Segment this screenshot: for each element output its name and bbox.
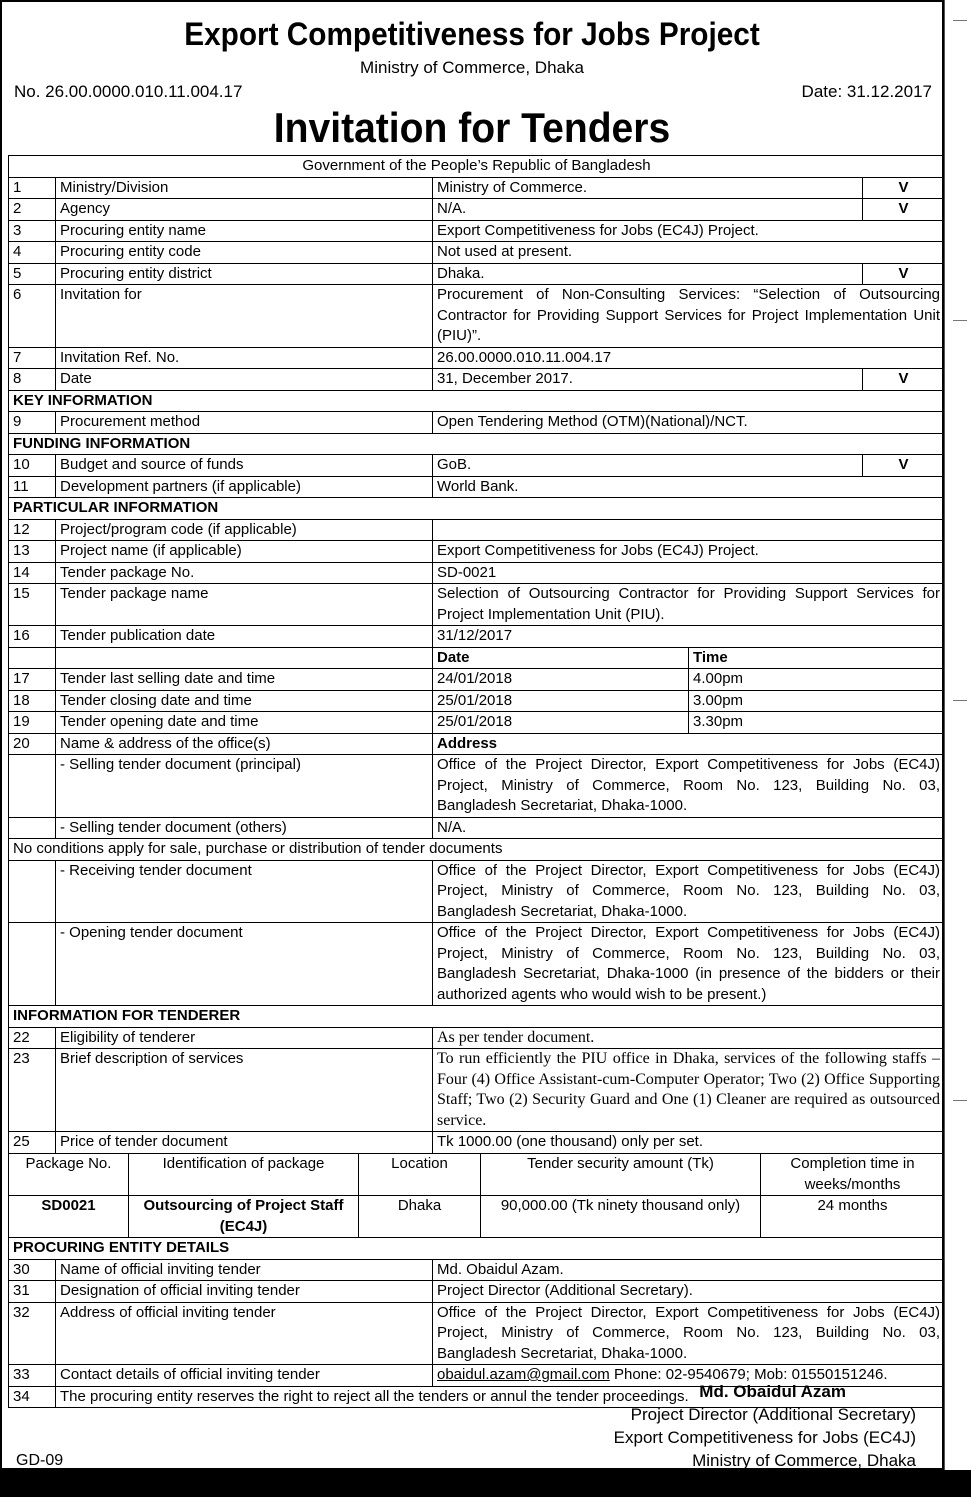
- row-date: 25/01/2018: [433, 712, 689, 734]
- table-row: [9, 285, 945, 348]
- contact-phones: Phone: 02-9540679; Mob: 01550151246.: [609, 1366, 888, 1383]
- cell-package-no: SD0021: [9, 1196, 129, 1238]
- footer-code: GD-09: [16, 1452, 64, 1469]
- row-value: [433, 519, 945, 541]
- signatory-project: Export Competitiveness for Jobs (EC4J): [613, 1428, 916, 1447]
- row-label: Designation of official inviting tender: [56, 1281, 433, 1303]
- row-label: Name of official inviting tender: [56, 1259, 433, 1281]
- row-number: 8: [9, 369, 56, 391]
- table-row: [9, 156, 945, 178]
- row-label: Tender package No.: [56, 562, 433, 584]
- row-number: 9: [9, 412, 56, 434]
- cell-identification: Outsourcing of Project Staff (EC4J): [129, 1196, 359, 1238]
- address-column-header: Address: [433, 733, 945, 755]
- row-value: Project Director (Additional Secretary).: [433, 1281, 945, 1303]
- row-label: Procuring entity district: [56, 263, 433, 285]
- table-row: [9, 923, 945, 1006]
- row-flag: V: [863, 455, 945, 477]
- row-label: Price of tender document: [56, 1132, 433, 1154]
- row-time: 3.00pm: [689, 690, 945, 712]
- row-label: Project/program code (if applicable): [56, 519, 433, 541]
- row-value: 31/12/2017: [433, 626, 945, 648]
- table-row: [9, 562, 945, 584]
- header-identification: Identification of package: [129, 1154, 359, 1196]
- row-number: 17: [9, 669, 56, 691]
- government-header: Government of the People’s Republic of Bangladesh: [9, 156, 945, 178]
- reservation-statement: The procuring entity reserves the right to reject all the tenders or annul the tender proceedings.: [56, 1386, 945, 1408]
- row-value: As per tender document.: [433, 1027, 945, 1049]
- header-package-no: Package No.: [9, 1154, 129, 1196]
- section-particular-information: PARTICULAR INFORMATION: [9, 498, 945, 520]
- section-information-for-tenderer: INFORMATION FOR TENDERER: [9, 1006, 945, 1028]
- scan-edge-mark: [953, 20, 967, 21]
- row-value: Dhaka.: [433, 263, 863, 285]
- row-value: Office of the Project Director, Export Competitiveness for Jobs (EC4J) Project, Ministry of Commerce, Room No. 123, Building No. 03, Bangladesh Secretariat, Dhaka-1000.: [433, 860, 945, 923]
- row-flag: V: [863, 199, 945, 221]
- section-row: [9, 433, 945, 455]
- row-number: 30: [9, 1259, 56, 1281]
- row-number: 14: [9, 562, 56, 584]
- row-label: Tender opening date and time: [56, 712, 433, 734]
- header-completion-time: Completion time in weeks/months: [761, 1154, 945, 1196]
- row-number: 11: [9, 476, 56, 498]
- scan-edge-mark: [953, 320, 967, 321]
- row-number: 15: [9, 584, 56, 626]
- row-value: Selection of Outsourcing Contractor for Providing Support Services for Project Implementation Unit (PIU).: [433, 584, 945, 626]
- time-column-header: Time: [689, 647, 945, 669]
- table-row: [9, 733, 945, 755]
- date-column-header: Date: [433, 647, 689, 669]
- table-row: [9, 220, 945, 242]
- table-row: [9, 519, 945, 541]
- row-label: Address of official inviting tender: [56, 1302, 433, 1365]
- row-value: Office of the Project Director, Export Competitiveness for Jobs (EC4J) Project, Ministry of Commerce, Room No. 123, Building No. 03, Bangladesh Secretariat, Dhaka-1000.: [433, 755, 945, 818]
- table-row: [9, 1027, 945, 1049]
- table-row: [9, 242, 945, 264]
- contact-email-link[interactable]: obaidul.azam@gmail.com: [437, 1366, 610, 1383]
- row-label: Procuring entity name: [56, 220, 433, 242]
- row-value: Office of the Project Director, Export Competitiveness for Jobs (EC4J) Project, Ministry of Commerce, Room No. 123, Building No. 03, Bangladesh Secretariat, Dhaka-1000 (in presence of the bidders or their authorized agents who would wish to be present.): [433, 923, 945, 1006]
- row-label: Procuring entity code: [56, 242, 433, 264]
- table-row: [9, 817, 945, 839]
- no-conditions-note: No conditions apply for sale, purchase or distribution of tender documents: [9, 839, 945, 861]
- row-number: 10: [9, 455, 56, 477]
- section-row: [9, 1006, 945, 1028]
- row-number: 23: [9, 1049, 56, 1132]
- row-number: 3: [9, 220, 56, 242]
- row-value: N/A.: [433, 817, 945, 839]
- row-label: Project name (if applicable): [56, 541, 433, 563]
- row-time: 4.00pm: [689, 669, 945, 691]
- notice-title: Invitation for Tenders: [273, 104, 671, 151]
- section-row: [9, 390, 945, 412]
- notice-date: Date: 31.12.2017: [801, 82, 932, 101]
- row-value: 26.00.0000.010.11.004.17: [433, 347, 945, 369]
- row-time: 3.30pm: [689, 712, 945, 734]
- table-row: [9, 584, 945, 626]
- table-row: [9, 1281, 945, 1303]
- table-row: [9, 1049, 945, 1132]
- row-number: 32: [9, 1302, 56, 1365]
- signatory-name: Md. Obaidul Azam: [699, 1382, 846, 1401]
- table-row: [9, 626, 945, 648]
- table-row: [9, 1259, 945, 1281]
- row-number: 31: [9, 1281, 56, 1303]
- table-row: [9, 839, 945, 861]
- section-row: [9, 498, 945, 520]
- row-label: Date: [56, 369, 433, 391]
- row-value: N/A.: [433, 199, 863, 221]
- row-number: 6: [9, 285, 56, 348]
- row-label: Ministry/Division: [56, 177, 433, 199]
- row-number: 13: [9, 541, 56, 563]
- cell-completion-time: 24 months: [761, 1196, 945, 1238]
- row-number: 1: [9, 177, 56, 199]
- row-flag: V: [863, 369, 945, 391]
- table-row: [9, 1196, 945, 1238]
- row-label: - Selling tender document (others): [56, 817, 433, 839]
- row-number: 19: [9, 712, 56, 734]
- row-number: 16: [9, 626, 56, 648]
- row-value: GoB.: [433, 455, 863, 477]
- row-value: Tk 1000.00 (one thousand) only per set.: [433, 1132, 945, 1154]
- section-funding-information: FUNDING INFORMATION: [9, 433, 945, 455]
- project-title: Export Competitiveness for Jobs Project: [184, 16, 760, 52]
- header-tender-security: Tender security amount (Tk): [481, 1154, 761, 1196]
- tender-details-table: [8, 155, 945, 1154]
- scan-edge-mark: [953, 1100, 967, 1101]
- table-row: [9, 755, 945, 818]
- table-row: [9, 541, 945, 563]
- row-number: 22: [9, 1027, 56, 1049]
- table-row: [9, 199, 945, 221]
- row-label: Invitation Ref. No.: [56, 347, 433, 369]
- row-value: Open Tendering Method (OTM)(National)/NCT.: [433, 412, 945, 434]
- row-label: Tender publication date: [56, 626, 433, 648]
- row-number: 4: [9, 242, 56, 264]
- cell-tender-security: 90,000.00 (Tk ninety thousand only): [481, 1196, 761, 1238]
- row-number: 2: [9, 199, 56, 221]
- table-row: [9, 712, 945, 734]
- row-label: - Selling tender document (principal): [56, 755, 433, 818]
- row-flag: V: [863, 263, 945, 285]
- row-value: 31, December 2017.: [433, 369, 863, 391]
- scan-bottom-edge: [0, 1470, 971, 1497]
- header-location: Location: [359, 1154, 481, 1196]
- table-row: [9, 177, 945, 199]
- row-label: Contact details of official inviting tender: [56, 1365, 433, 1387]
- table-row: [9, 263, 945, 285]
- table-row: [9, 455, 945, 477]
- table-row: [9, 860, 945, 923]
- row-value: Export Competitiveness for Jobs (EC4J) Project.: [433, 220, 945, 242]
- table-row: [9, 412, 945, 434]
- row-number: 33: [9, 1365, 56, 1387]
- row-value: World Bank.: [433, 476, 945, 498]
- row-label: Tender last selling date and time: [56, 669, 433, 691]
- table-row: [9, 1132, 945, 1154]
- signature-block: [614, 1380, 916, 1472]
- cell-location: Dhaka: [359, 1196, 481, 1238]
- row-label: Brief description of services: [56, 1049, 433, 1132]
- table-row: [9, 647, 945, 669]
- memo-number: No. 26.00.0000.010.11.004.17: [14, 82, 243, 101]
- package-table: [8, 1153, 945, 1238]
- table-row: [9, 1302, 945, 1365]
- row-label: - Opening tender document: [56, 923, 433, 1006]
- row-number: 34: [9, 1386, 56, 1408]
- section-procuring-entity-details: PROCURING ENTITY DETAILS: [9, 1238, 945, 1260]
- row-label: Invitation for: [56, 285, 433, 348]
- row-number: 5: [9, 263, 56, 285]
- row-label: Budget and source of funds: [56, 455, 433, 477]
- signatory-designation: Project Director (Additional Secretary): [630, 1405, 916, 1424]
- scan-edge: [944, 0, 971, 1470]
- row-number: 12: [9, 519, 56, 541]
- signatory-ministry: Ministry of Commerce, Dhaka: [692, 1451, 916, 1470]
- row-label: Development partners (if applicable): [56, 476, 433, 498]
- row-number: 20: [9, 733, 56, 755]
- row-number: 18: [9, 690, 56, 712]
- row-label: Tender closing date and time: [56, 690, 433, 712]
- row-date: 24/01/2018: [433, 669, 689, 691]
- row-label: Name & address of the office(s): [56, 733, 433, 755]
- ministry-line: Ministry of Commerce, Dhaka: [360, 58, 584, 77]
- row-value: Office of the Project Director, Export Competitiveness for Jobs (EC4J) Project, Ministry of Commerce, Room No. 123, Building No. 03, Bangladesh Secretariat, Dhaka-1000.: [433, 1302, 945, 1365]
- row-label: Agency: [56, 199, 433, 221]
- row-value: To run efficiently the PIU office in Dhaka, services of the following staffs – Four (4) Office Assistant-cum-Computer Operator; Two (2) Office Supporting Staff; Two (2) Security Guard and One (1) Cleaner are required as outsourced service.: [433, 1049, 945, 1132]
- row-value: Procurement of Non-Consulting Services: “Selection of Outsourcing Contractor for Providing Support Services for Project Implementation Unit (PIU)”.: [433, 285, 945, 348]
- table-header-row: [9, 1154, 945, 1196]
- table-row: [9, 347, 945, 369]
- table-row: [9, 476, 945, 498]
- table-row: [9, 690, 945, 712]
- row-number: 7: [9, 347, 56, 369]
- row-date: 25/01/2018: [433, 690, 689, 712]
- table-row: [9, 669, 945, 691]
- row-number: 25: [9, 1132, 56, 1154]
- section-key-information: KEY INFORMATION: [9, 390, 945, 412]
- row-label: - Receiving tender document: [56, 860, 433, 923]
- row-label: Eligibility of tenderer: [56, 1027, 433, 1049]
- scan-edge-mark: [953, 700, 967, 701]
- row-flag: V: [863, 177, 945, 199]
- row-value: Not used at present.: [433, 242, 945, 264]
- row-value: Export Competitiveness for Jobs (EC4J) Project.: [433, 541, 945, 563]
- row-label: Tender package name: [56, 584, 433, 626]
- row-value: SD-0021: [433, 562, 945, 584]
- row-value: Ministry of Commerce.: [433, 177, 863, 199]
- row-label: Procurement method: [56, 412, 433, 434]
- row-value: Md. Obaidul Azam.: [433, 1259, 945, 1281]
- table-row: [9, 369, 945, 391]
- section-row: [9, 1238, 945, 1260]
